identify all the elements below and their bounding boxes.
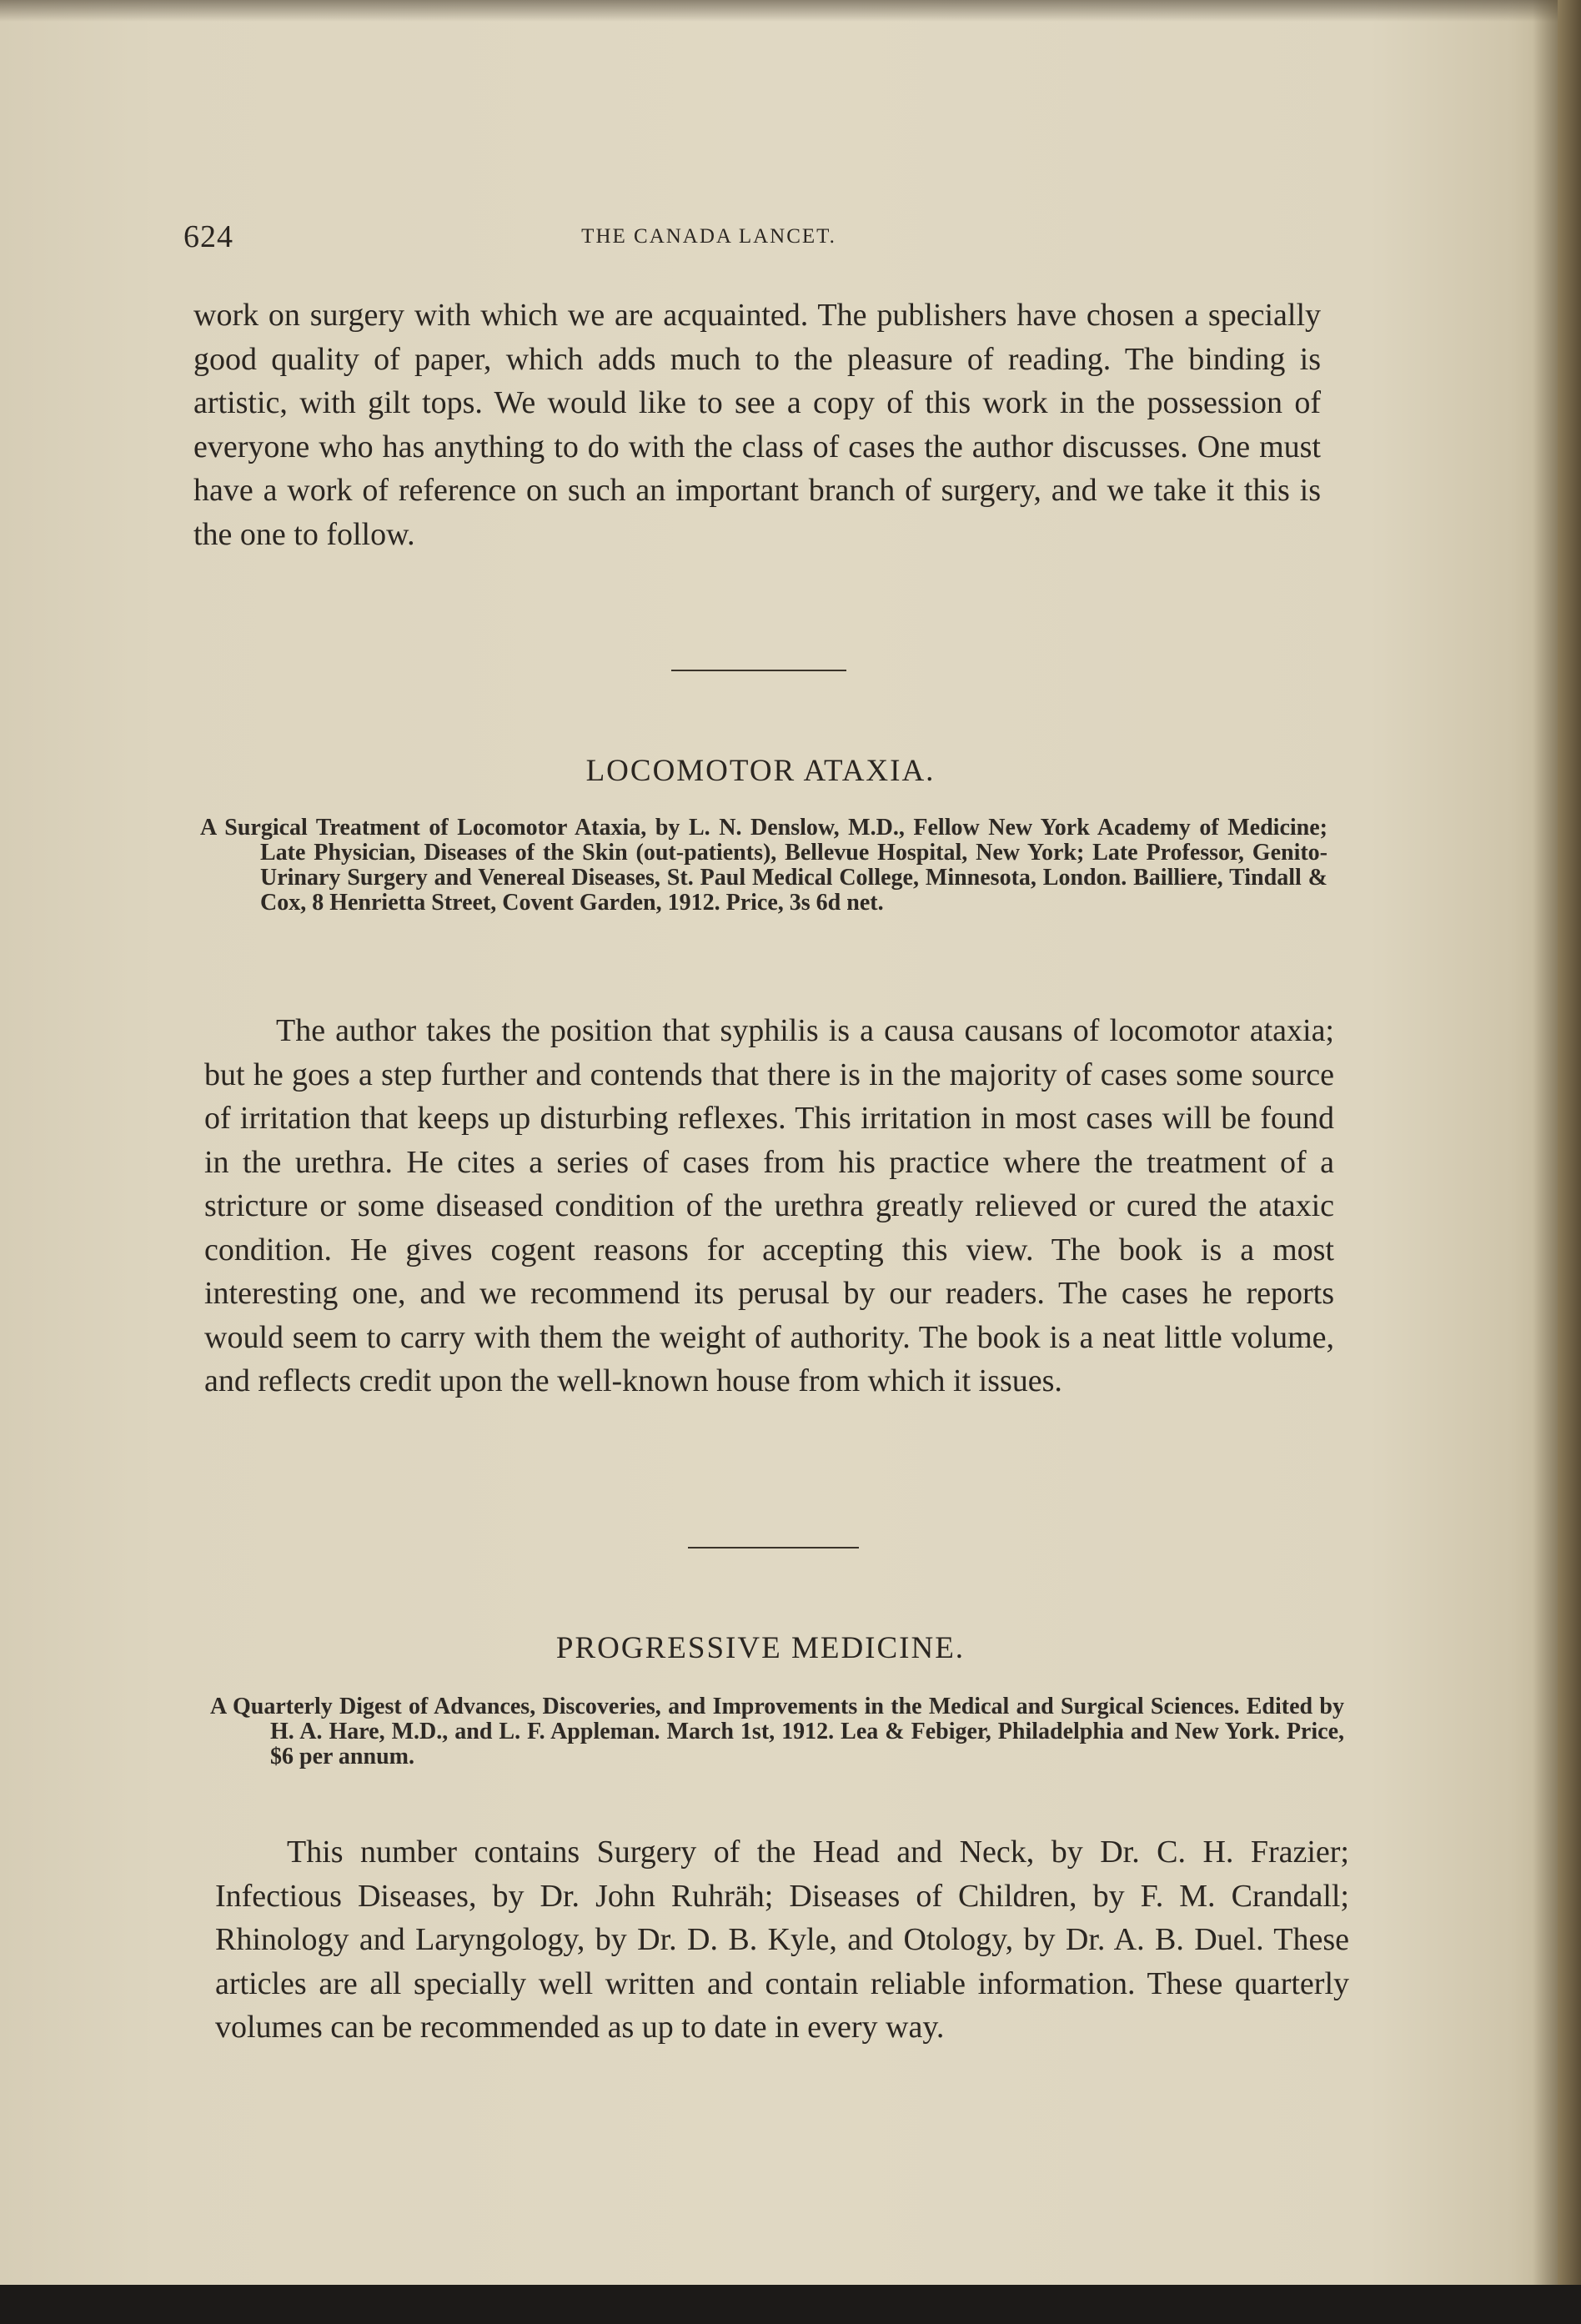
- review-paragraph-locomotor-ataxia: The author takes the position that syphilis is a causa causans of locomotor ataxia; but he goes a step further and contends that there is in the majority of cases some source of irritation that keeps up disturbing reflexes. This irritation in most cases will be found in the urethra. He cites a series of cases from his practice where the treatment of a stricture or some diseased condition of the urethra greatly relieved or cured the ataxic condition. He gives cogent reasons for accepting this view. The book is a most interesting one, and we recommend its perusal by our readers. The cases he reports would seem to carry with them the weight of authority. The book is a neat little volume, and reflects credit upon the well-known house from which it issues.: [204, 1013, 1334, 1398]
- section-heading-locomotor-ataxia: LOCOMOTOR ATAXIA.: [585, 754, 936, 788]
- journal-title: THE CANADA LANCET.: [581, 225, 836, 248]
- section-divider: [688, 1547, 859, 1548]
- review-paragraph-progressive-medicine: This number contains Surgery of the Head and Neck, by Dr. C. H. Frazier; Infectious Diseases, by Dr. John Ruhräh; Diseases of Children, by F. M. Crandall; Rhinology and Laryngology, by Dr. D. B. Kyle, and Otology, by Dr. A. B. Duel. These articles are all specially well written and contain reliable information. These quarterly volumes can be recommended as up to date in every way.: [215, 1835, 1349, 2045]
- page-number: 624: [183, 219, 233, 254]
- intro-paragraph: work on surgery with which we are acquainted. The publishers have chosen a specially good quality of paper, which adds much to the pleasure of reading. The binding is artistic, with gilt tops. We would like to see a copy of this work in the possession of everyone who has anything to do with the class of cases the author discusses. One must have a work of reference on such an important branch of surgery, and we take it this is the one to follow.: [193, 298, 1321, 552]
- page-top-shadow: [0, 0, 1558, 22]
- section-heading-progressive-medicine: PROGRESSIVE MEDICINE.: [555, 1631, 966, 1665]
- page-edge: [1558, 0, 1581, 2285]
- page-header: [183, 218, 1334, 252]
- scan-border: [0, 2285, 1581, 2324]
- book-citation-progressive-medicine: A Quarterly Digest of Advances, Discoveries, and Improvements in the Medical and Surgical Sciences. Edited by H. A. Hare, M.D., and L. F. Appleman. March 1st, 1912. Lea & Febiger, Philadelphia and New York. Price, $6 per annum.: [210, 1694, 1344, 1769]
- section-divider: [671, 670, 846, 671]
- book-citation-locomotor-ataxia: A Surgical Treatment of Locomotor Ataxia, by L. N. Denslow, M.D., Fellow New York Academy of Medicine; Late Physician, Diseases of the Skin (out-patients), Bellevue Hospital, New York; Late Professor, Genito-Urinary Surgery and Venereal Diseases, St. Paul Medical College, Minnesota, London. Bailliere, Tindall & Cox, 8 Henrietta Street, Covent Garden, 1912. Price, 3s 6d net.: [200, 815, 1328, 916]
